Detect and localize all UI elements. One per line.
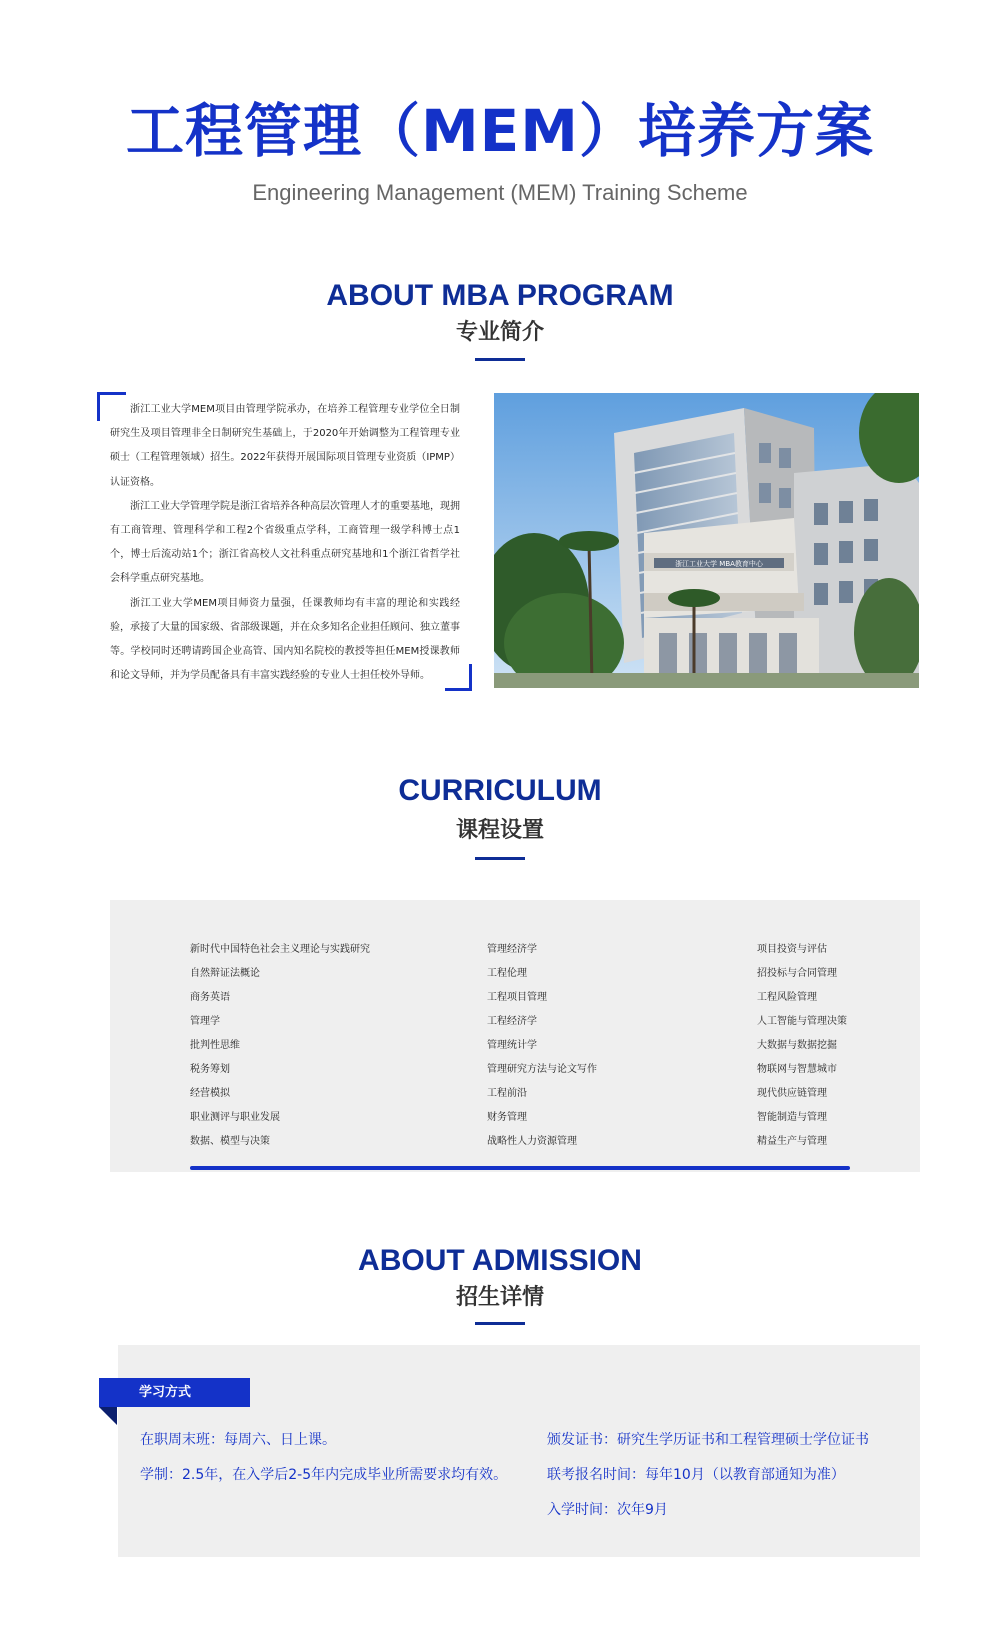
course-item: 数据、模型与决策: [190, 1136, 270, 1147]
course-item: 物联网与智慧城市: [757, 1064, 837, 1075]
course-item: 工程伦理: [487, 968, 527, 979]
admission-heading-cn: 招生详情: [455, 1285, 544, 1310]
course-item: 人工智能与管理决策: [757, 1016, 847, 1027]
admission-panel: [118, 1345, 920, 1557]
course-item: 管理学: [190, 1016, 220, 1027]
course-column-3: [757, 938, 847, 1154]
study-mode-tag-label: 学习方式: [139, 1385, 192, 1400]
admission-detail-line: 在职周末班：每周六、日上课。: [140, 1432, 336, 1448]
course-item: 管理统计学: [487, 1040, 537, 1051]
admission-detail-line: 学制：2.5年，在入学后2-5年内完成毕业所需要求均有效。: [140, 1467, 508, 1483]
curriculum-heading-cn: 课程设置: [455, 818, 544, 843]
course-item: 战略性人力资源管理: [487, 1136, 577, 1147]
course-item: 经营模拟: [190, 1088, 230, 1099]
curriculum-heading-underline: [475, 857, 525, 860]
course-item: 工程经济学: [487, 1016, 537, 1027]
about-heading-en: ABOUT MBA PROGRAM: [326, 279, 674, 312]
course-item: 管理研究方法与论文写作: [487, 1064, 597, 1075]
course-item: 现代供应链管理: [757, 1088, 827, 1099]
about-paragraph-3: 浙江工业大学MEM项目师资力量强，任课教师均有丰富的理论和实践经验，承接了大量的国家级、省部级课题，并在众多知名企业担任顾问、独立董事等。学校同时还聘请跨国企业高管、国内知名院校的教授等担任MEM授课教师和论文导师，并为学员配备具有丰富实践经验的专业人士担任校外导师。: [110, 597, 460, 682]
course-column-1: [190, 938, 370, 1154]
curriculum-accent-bar: [190, 1166, 850, 1170]
admission-detail-line: 联考报名时间：每年10月（以教育部通知为准）: [547, 1467, 845, 1483]
course-item: 自然辩证法概论: [190, 968, 260, 979]
course-item: 工程项目管理: [487, 992, 547, 1003]
page-title: 工程管理（MEM）培养方案: [125, 97, 875, 165]
course-item: 精益生产与管理: [757, 1136, 827, 1147]
admission-heading-underline: [475, 1322, 525, 1325]
course-item: 商务英语: [190, 992, 230, 1003]
course-item: 新时代中国特色社会主义理论与实践研究: [190, 944, 370, 955]
course-column-2: [487, 938, 597, 1154]
study-mode-tag-fold: [99, 1407, 117, 1425]
page-subtitle: Engineering Management (MEM) Training Scheme: [252, 180, 748, 205]
admission-heading-en: ABOUT ADMISSION: [358, 1244, 642, 1277]
curriculum-heading-en: CURRICULUM: [398, 774, 602, 807]
study-mode-tag: [99, 1378, 250, 1407]
campus-building-photo: [494, 393, 919, 688]
building-sign-text: 浙江工业大学 MBA教育中心: [675, 560, 763, 568]
course-item: 税务筹划: [190, 1064, 230, 1075]
about-paragraph-2: 浙江工业大学管理学院是浙江省培养各种高层次管理人才的重要基地，现拥有工商管理、管理科学和工程2个省级重点学科，工商管理一级学科博士点1个，博士后流动站1个；浙江省高校人文社科重点研究基地和1个浙江省哲学社会科学重点研究基地。: [110, 500, 460, 585]
admission-detail-line: 颁发证书：研究生学历证书和工程管理硕士学位证书: [547, 1432, 869, 1448]
about-heading-underline: [475, 358, 525, 361]
course-item: 工程前沿: [487, 1088, 527, 1099]
course-item: 职业测评与职业发展: [190, 1112, 280, 1123]
about-paragraph-1: 浙江工业大学MEM项目由管理学院承办，在培养工程管理专业学位全日制研究生及项目管理非全日制研究生基础上，于2020年开始调整为工程管理专业硕士（工程管理领域）招生。2022年获得开展国际项目管理专业资质（IPMP）认证资格。: [110, 404, 460, 488]
quote-corner-bottom-right: [445, 664, 472, 691]
course-item: 项目投资与评估: [757, 944, 827, 955]
course-item: 财务管理: [487, 1112, 527, 1123]
course-item: 批判性思维: [190, 1040, 240, 1051]
course-item: 管理经济学: [487, 944, 537, 955]
course-item: 大数据与数据挖掘: [757, 1040, 837, 1051]
about-text-block: [110, 398, 460, 688]
course-item: 工程风险管理: [757, 992, 817, 1003]
course-item: 招投标与合同管理: [757, 968, 837, 979]
about-heading-cn: 专业简介: [455, 320, 544, 345]
course-item: 智能制造与管理: [757, 1112, 827, 1123]
admission-detail-line: 入学时间：次年9月: [547, 1502, 668, 1518]
